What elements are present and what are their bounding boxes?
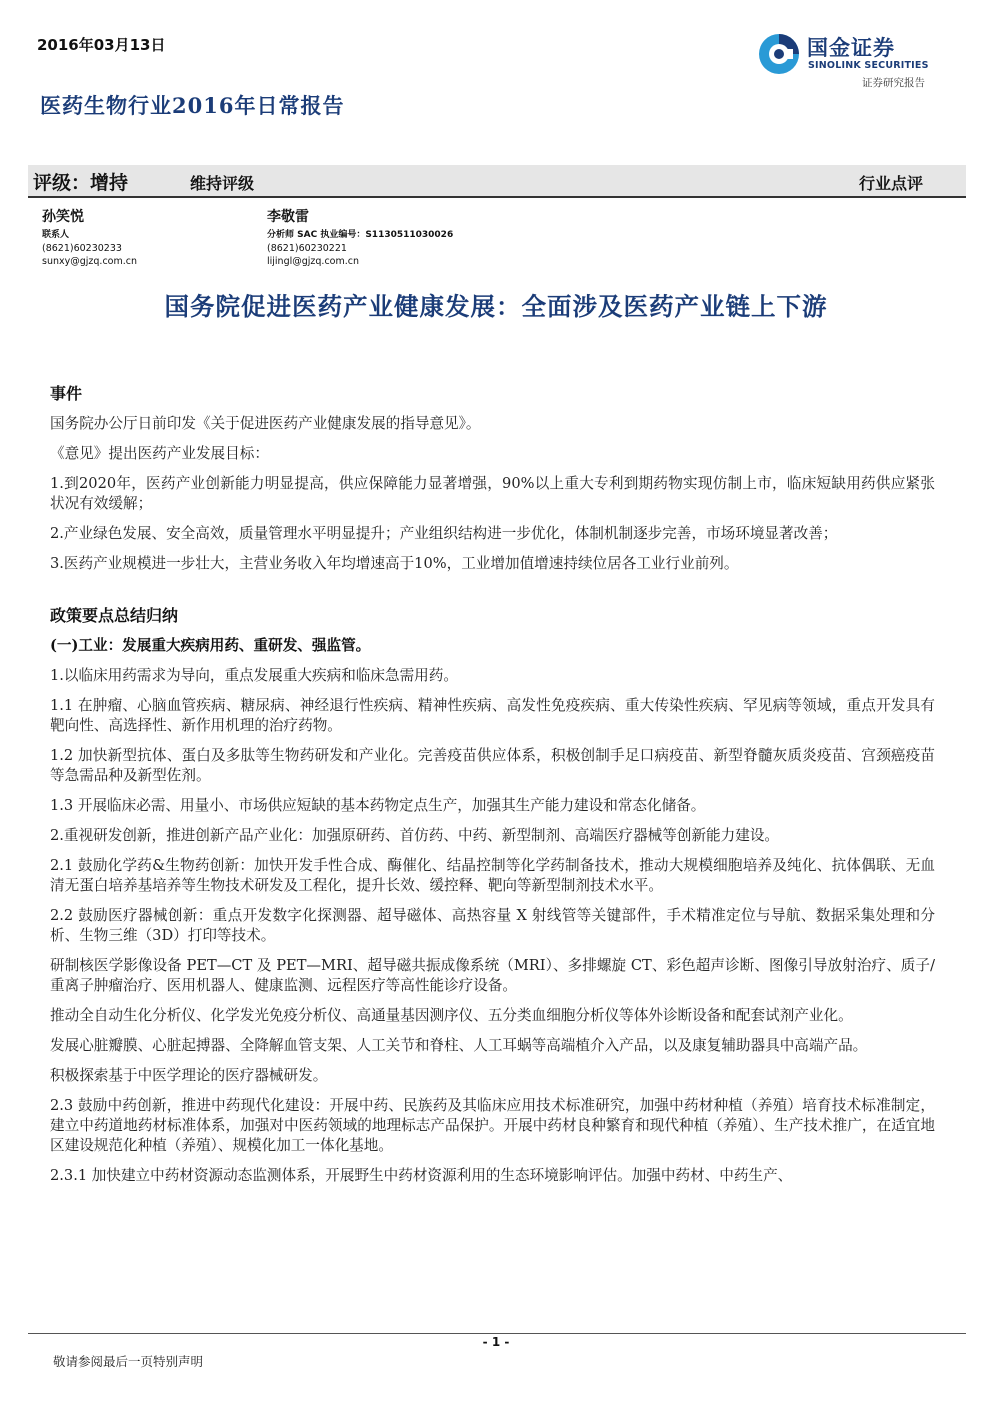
analyst-name: 孙笑悦 [42,209,84,225]
paragraph: 2.3 鼓励中药创新，推进中药现代化建设：开展中药、民族药及其临床应用技术标准研究，加强中药材种植（养殖）培育技术标准制定，建立中药道地药材标准体系，加强对中医药领域的地理标志产品保护。开展中药材良种繁育和现代种植（养殖）、生产技术推广，在适宜地区建设规范化种植（养殖）、规模化加工一体化基地。 [50,1097,935,1154]
rating-bar [28,165,966,198]
analyst-card [42,208,137,268]
section-heading-event: 事件 [50,384,83,403]
company-logo [757,30,957,92]
paragraph: 研制核医学影像设备 PET—CT 及 PET—MRI、超导磁共振成像系统（MRI）、多排螺旋 CT、彩色超声诊断、图像引导放射治疗、质子/重离子肿瘤治疗、医用机器人、健康监测、远程医疗等高性能诊疗设备。 [50,957,935,994]
paragraph: 推动全自动生化分析仪、化学发光免疫分析仪、高通量基因测序仪、五分类血细胞分析仪等体外诊断设备和配套试剂产业化。 [50,1007,853,1024]
paragraph: 1.到2020年，医药产业创新能力明显提高，供应保障能力显著增强，90%以上重大专利到期药物实现仿制上市，临床短缺用药供应紧张状况有效缓解； [50,475,935,512]
paragraph: 1.3 开展临床必需、用量小、市场供应短缺的基本药物定点生产，加强其生产能力建设和常态化储备。 [50,797,706,814]
paragraph: 2.重视研发创新，推进创新产品产业化：加强原研药、首仿药、中药、新型制剂、高端医疗器械等创新能力建设。 [50,827,780,844]
page-number: - 1 - [482,1335,510,1349]
rating-maintain: 维持评级 [190,174,255,193]
subsection-heading: (一)工业：发展重大疾病用药、重研发、强监管。 [50,637,371,654]
analyst-name: 李敬雷 [267,209,309,225]
paragraph: 2.产业绿色发展、安全高效，质量管理水平明显提升；产业组织结构进一步优化，体制机制逐步完善，市场环境显著改善； [50,525,838,542]
section-heading-policy: 政策要点总结归纳 [50,606,179,625]
logo-name-en: SINOLINK SECURITIES [808,60,929,71]
report-body [50,384,935,1196]
paragraph: 2.3.1 加快建立中药材资源动态监测体系，开展野生中药材资源利用的生态环境影响评估。加强中药材、中药生产、 [50,1167,793,1184]
analyst-email[interactable]: lijingl@gjzq.com.cn [267,256,360,267]
analyst-phone: (8621)60230233 [42,243,122,254]
analyst-phone: (8621)60230221 [267,243,347,254]
report-category: 行业点评 [859,174,924,193]
report-title: 医药生物行业2016年日常报告 [40,93,345,118]
footer-disclaimer-note: 敬请参阅最后一页特别声明 [53,1354,204,1369]
paragraph: 1.以临床用药需求为导向，重点发展重大疾病和临床急需用药。 [50,667,458,684]
sinolink-logo-icon [757,32,801,76]
paragraph: 2.1 鼓励化学药&生物药创新：加快开发手性合成、酶催化、结晶控制等化学药制备技术，推动大规模细胞培养及纯化、抗体偶联、无血清无蛋白培养基培养等生物技术研发及工程化，提升长效、缓控释、靶向等新型制剂技术水平。 [50,857,935,894]
footer-divider [28,1333,966,1334]
paragraph: 积极探索基于中医学理论的医疗器械研发。 [50,1067,328,1084]
rating-label: 评级：增持 [33,172,129,194]
analyst-role: 分析师 SAC 执业编号：S1130511030026 [267,230,454,240]
paragraph: 1.2 加快新型抗体、蛋白及多肽等生物药研发和产业化。完善疫苗供应体系，积极创制手足口病疫苗、新型脊髓灰质炎疫苗、宫颈癌疫苗等急需品种及新型佐剂。 [50,747,935,784]
headline: 国务院促进医药产业健康发展：全面涉及医药产业链上下游 [164,292,828,321]
paragraph: 3.医药产业规模进一步壮大，主营业务收入年均增速高于10%，工业增加值增速持续位居各工业行业前列。 [50,555,739,572]
analyst-role: 联系人 [42,230,70,240]
paragraph: 国务院办公厅日前印发《关于促进医药产业健康发展的指导意见》。 [50,415,481,432]
logo-name-cn: 国金证券 [807,36,895,60]
analyst-card [267,208,453,268]
logo-subtitle: 证券研究报告 [862,77,925,89]
paragraph: 发展心脏瓣膜、心脏起搏器、全降解血管支架、人工关节和脊柱、人工耳蜗等高端植介入产品，以及康复辅助器具中高端产品。 [50,1037,868,1054]
paragraph: 2.2 鼓励医疗器械创新：重点开发数字化探测器、超导磁体、高热容量 X 射线管等关键部件，手术精准定位与导航、数据采集处理和分析、生物三维（3D）打印等技术。 [50,907,935,944]
report-date: 2016年03月13日 [37,36,166,54]
paragraph: 1.1 在肿瘤、心脑血管疾病、糖尿病、神经退行性疾病、精神性疾病、高发性免疫疾病、重大传染性疾病、罕见病等领域，重点开发具有靶向性、高选择性、新作用机理的治疗药物。 [50,697,935,734]
analyst-email[interactable]: sunxy@gjzq.com.cn [42,256,137,267]
paragraph: 《意见》提出医药产业发展目标： [50,445,269,462]
